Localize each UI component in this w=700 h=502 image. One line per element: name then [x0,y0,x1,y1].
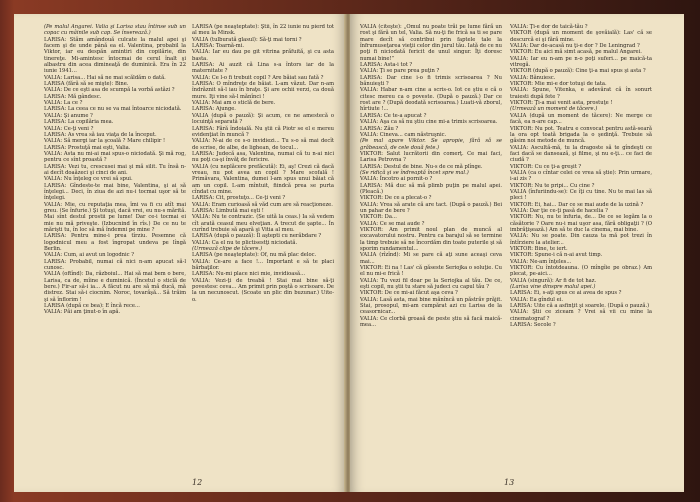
dialogue-line: LARISA: Limbută mai eşti ! [192,207,264,214]
dialogue-line: LARISA: La copilăria mea. [44,119,114,126]
dialogue-line: VALIA: Şi anume ? [44,112,93,119]
dialogue-line: VALIA (oftînd): Da, războiul... Hai să mai bem o bere, Larisa, ca de, mîine e duminică. (Încetul o sticlă de bere.) Fir-ar să-i ia... A făcut nu are să mă ducă, mă distrez. Stai să-i ciocnim. Noroc, tovarăşă... Să trăim şi să înflorim ! [44,271,186,303]
dialogue-line: LARISA (fără să se mişte): Bine. [44,81,129,88]
dialogue-line: VALIA: Ca el nu te plictisestţi niciodată. [192,239,298,246]
dialogue-line: VIKTOR (după un moment de şovăială): Las' că se descurcă ei şi fără mine. [510,30,652,43]
dialogue-line: LARISA (pe neaşteptate): Ştii, în 22 iunie nu pierd tot al meu la Minsk. [192,24,334,37]
dialogue-line: VALIA: Ţi se pare prea puţin ? [360,68,440,75]
dialogue-line: VALIA (singură): Ar fi de tot haz. [510,277,597,284]
dialogue-line: VIKTOR: Nu, nu te înfuria, de... De ce se legăm la o căsătorie ? Oare nu-i mai uşor asa, fără obligaţii ? (O imbrăţişează.) Am să te duc la cinema, mai bine. [510,214,652,233]
dialogue-line: VIKTOR: Am primit noul plan de muncă al excavatorului nostru. Pentru ca barajul să se termine la timp trebuie să ne încordăm din toate puterile şi să sporim randamentul... [360,227,502,253]
dialogue-line: VIKTOR: Nu pot. Teatru e convocat pentru astă-seară la ora opt toată brigada la o şedinţă. Trebuie să găsim noi metode de muncă. [510,125,652,145]
dialogue-line: VIKTOR: Nu te pripi... Cu cine ? [510,182,595,189]
dialogue-line: LARISA (pe neaşteptate): Of, nu mă plac deloc. [192,252,317,259]
dialogue-line: VALIA: Mie, cu reputaţia mea, îmi va fi cu atît mai greu. (Se înfurie.) Şi totuşi, dacă vrei, eu nu-s mărită. Mai sînt destul prostii pe lume! Dar ce-i tocmai ei mie nu mă priveşte. (Izbucnind în rîs.) De ce nu te mărişti tu, în loc să mă îndemni pe mine ? [44,201,186,233]
dialogue-line: VIKTOR: Salut lucrătorii din comerţ. Ce mai faci, Larisa Petrovna ? [360,150,502,164]
dialogue-line: LARISA: Prostuţă mai eşti, Valia. [44,144,131,151]
dialogue-line: VALIA: Bănuiesc. [510,74,556,81]
dialogue-line: VALIA: Larisa... Hai să ne mai scăldăm o dată. [44,74,166,81]
dialogue-line: VIKTOR: Eu aici mă simt acasă, pe malul Angarei. [510,49,642,56]
stage-direction: (Urmează clipe de tăcere.) [192,246,263,253]
page-number-left: 12 [192,478,203,487]
dialogue-line: LARISA: Ai auzit că Lina s-a întors iar de la maternitate ? [192,62,334,75]
dialogue-line: VIKTOR: Da... [360,214,397,221]
dialogue-line: VALIA: Dar de-acasă nu ţi-e dor ? De Leningrad ? [510,43,640,50]
dialogue-line: VALIA: Cineva... cam năstruşnic. [360,131,447,138]
dialogue-line: LARISA: O mîndreţe de băiat. L-am văzut. Dar n-am îndrăznit să-l iau în braţe. Şi are ochii verzi, ca două mure. Iţi vine să-l mănînci ! [192,81,334,100]
dialogue-line: LARISA: Stăm amândouă culcate la malul apei şi facem şi de unde până ea el. Valentina, probabil la Viktor, iar eu despăn amintiri din copilărie, din tinereţe. Mi-amintesc întocmai de cerul înalt şi albastru din acea dimineaţă de duminică. Era în 22 iunie 1941... [44,36,186,75]
dialogue-line: VIKTOR: Spune-i că n-ai avut timp. [510,252,603,259]
right-page-column-2 [510,24,652,329]
dialogue-line: VIKTOR: Ei, hai... Dar ce se mai aude de la uzină ? [510,201,644,208]
left-page [14,14,346,492]
dialogue-line: VALIA: Nu se poate. Din cauza ta mă pot trezi în întîrziere la atelier... [510,233,652,246]
dialogue-line: VALIA: Asta nu mi-ai mai spus-o niciodată. Şi mă rog, pentru ce sînt proastă ? [44,150,186,164]
dialogue-line: VALIA: Să mergi iar la şcoală ? Mare chilipir ! [44,138,166,145]
dialogue-line: VALIA: Ce se mai aude ? [360,220,425,227]
dialogue-line: VALIA: Iar eu n-am pe n-o poţi suferi... pe maică-ta vitregă. [510,55,652,69]
stage-direction: (Se ridică şi se îndreaptă încet spre mal.) [360,169,469,176]
dialogue-line: VIKTOR: Mie mi-e dor totuşi de tata. [510,81,607,88]
dialogue-line: LARISA: Dar cine i-o fi trimis scrisoarea ? Nu bănuieşti ? [360,74,502,88]
left-page-column-1 [44,24,186,316]
stage-direction: (Urmează un moment de tăcere.) [510,106,598,113]
dialogue-line: VALIA: Mai am o sticlă de bere. [192,100,276,107]
dialogue-line: LARISA: Cit, prostuţo... Ce-ţi veni ? [192,195,286,202]
dialogue-line: VALIA (după o pauză): Şi acum, ce ne amestecă o locuinţă separată ? [192,112,334,126]
dialogue-line: LARISA: Nu-mi place nici mie, invidioasă... [192,271,306,278]
dialogue-line: VIKTOR (după o pauză): Cine ţi-a mai spus şi asta ? [510,68,646,75]
dialogue-line: VALIA: Încotro ai pornit-o ? [360,176,433,183]
dialogue-line: LARISA: Vezi tu, crescusei mai şi mă silit. Tu însă n-ai decît doaăzeci şi cinci de ani. [44,163,186,176]
page-number-right: 13 [504,478,515,487]
right-page [350,14,684,492]
dialogue-line: LARISA: Ajunge. [192,106,236,113]
dialogue-line: LARISA: Gîndeste-te mai bine, Valentina, şi ai să înţelegi... Deci, în ziua de azi nu-i tocmai uşor să te înţelegi. [44,182,186,202]
dialogue-line: VIKTOR: Ei na ! Las' că găseste Seriojka o soluţie. Cu el nu mi-e frică ! [360,265,502,278]
dialogue-line: VALIA: Aşa ca să nu ştiu cine mi-a trimis scrisoarea. [360,119,498,126]
dialogue-line: VALIA: Ce l-o fi trebuit copil ? Are băiat sau fată ? [192,74,324,81]
dialogue-line: VALIA: Ne-am înţeles... [510,258,572,265]
dialogue-line: LARISA: Mă gândesc. [44,93,102,100]
dialogue-line: LARISA: Probabil, numai că nici n-am apucat să-l cunosc. [44,258,186,272]
dialogue-line: VALIA: Dar ţie ce-ţi pasă de hacelia ? [510,207,608,214]
dialogue-line: VIKTOR: De ce mi-ai făcut aşa ceva ? [360,290,458,297]
dialogue-line: LARISA: As vrea să iau viaţa de la început. [44,131,157,138]
dialogue-line: VALIA: Eram curioasă să văd cum are să reacţioneze. [192,201,333,208]
dialogue-line: VIKTOR: Ţi-a mai venit asta, prostuţe ! [510,100,613,107]
dialogue-line: VALIA (ca o cîntar celei ce vrea să ştie): Prin urmare, i-ai zis ? [510,169,652,183]
dialogue-line: VALIA: Ascultă-mă, tu la dragoste să te gîndeşti ce faci dacă se dansează, şi filme, şi nu e-ţi... ce faci de ciudă ? [510,144,652,164]
dialogue-line: VALIA: Vezi-ţi de treabă ! Stai mai bine să-ţi povestesc ceva... Am primit prin poştă o scrisoare. De la un necunoscut. (Scoate un plic din buzunar.) Uite-o. [192,277,334,303]
dialogue-line: VIKTOR: De ce a plecat-o ? [360,195,432,202]
dialogue-line: VALIA: Nu te contrazic. (Se uită la ceas.) Ia să vedem cît arată ceasul meu elveţian. A trecut de şapte... În curînd trebuie să apară şi Vitia al meu. [192,214,334,233]
stage-direction: (Pe mal apare Viktor. Se apropie, fără să se grăbească, de cele două fete.) [360,138,502,151]
dialogue-line: VIKTOR: Cu ce ţi-a greşit ? [510,163,582,170]
dialogue-line: VALIA: Nu înţeleg ce vrei să spui. [44,176,133,183]
dialogue-line: VALIA: Ţi-e dor de taică-tău ? [510,24,588,30]
dialogue-line: VALIA (înfuriindu-se): Ce îţi cu tine. Nu te mai las să pleci ! [510,188,652,202]
dialogue-line: VALIA: Tu vezi fil doar pe la Seriojka al tău. De ce, eşti copil, nu ştii tu stare să judeci cu capul tău ? [360,277,502,291]
right-page-column-1 [360,24,502,329]
dialogue-line: LARISA: Asta-i tot ? [360,62,413,69]
stage-direction: (Larisa vine dinspre malul apei.) [510,284,596,291]
dialogue-line: LARISA (după ce bea): E încă rece... [44,303,140,310]
dialogue-line: VALIA: N-ai de ce s-o invidiezi... Tu s-o să mai decît de scrise, de albe, de lighean, de tocul... [192,138,334,151]
dialogue-line: VALIA: Ştii ce ziceam ? Vrei să vii cu mine la cinematograf ? [510,309,652,322]
dialogue-line: VALIA: De ce eşti asa de scumpă la vorbă astăzi ? [44,87,175,94]
dialogue-line: VALIA (după un moment de tăcere): Ne merge ce facă, ea n-are cap... [510,112,652,126]
dialogue-line: VALIA (citeşte): „Omul nu poate trăi pe lume fără un rost şi fără un tel, Valia. Să nu-ţi fie frică sa ti se pare mare decît să contribui prin faptele tale la înfrumuseţarea vieţii celor din jurul tău. Iată de ce nu poţi fi niciodată fericit de unul singur. Îţi doresc numai bine!” [360,24,502,62]
dialogue-line: VALIA: Vrea să arate că are tact. (După o pauză.) Bei un pahar de bere ? [360,201,502,214]
dialogue-line: VALIA (rîzînd): Mi se pare că aţi sune aceaşi ceva mai... [360,252,502,265]
dialogue-line: VALIA: Spune, Vitenka, e adevărat că în sonurt traiesti după fete ? [510,87,652,100]
dialogue-line: LARISA: Ce te-a apucat ? [360,112,427,119]
dialogue-line: LARISA: Mă duc să mă plimb puţin pe malul apei. (Pleacă.) [360,182,502,195]
dialogue-line: VALIA: Ce clorbă groasă de peste ştiu să facă maică-mea... [360,315,502,329]
dialogue-line: LARISA: Uite că a asfinţit şi soarele. (După o pauză.) [510,303,650,310]
dialogue-line: LARISA: Ei, s-aţi spus ce ai avea de spus ? [510,290,622,297]
dialogue-line: VALIA: Ce-ţi veni ? [44,125,94,132]
dialogue-line: VALIA: Iar eu dau pe git vitrina prăfuită, şi cu asta basta. [192,49,334,62]
dialogue-line: VIKTOR: Bine, te iert. [510,246,568,253]
dialogue-line: VALIA: Lasă asta, mai bine mănîncă un păstrăv prăjit. Stai, prosopul, mi-am cumpărat azi cu Larisa de la ceasornicar... [360,296,502,316]
dialogue-line: VALIA (tulburată glasul): Să-ţi mai torni ? [192,36,302,43]
dialogue-line: VALIA: La ce ? [44,100,83,107]
dialogue-line: VALIA (cu neplăcere prefăcută): Ei, aş! Crezi că dacă vreau, nu pot avea un copil ? Mare scofală ! Primăvara, Valentina, dumei l-am spus unui băiat că am un copil. L-am mîntuit, fiindcă prea se purta cîndat cu mine. [192,163,334,195]
dialogue-line: VALIA: Ea gîndul ei. [510,296,563,303]
dialogue-line: LARISA: La ceea ce nu se va mai întoarce niciodată. [44,106,182,113]
dialogue-line: LARISA: Secole ? [510,322,556,329]
dialogue-line: VALIA: Cum, ai avut un logodnic ? [44,252,135,259]
dialogue-line: LARISA: Fără îndoială. Nu ştii că Piotr se el e mereu evidenţiat în muncă ? [192,125,334,138]
stage-direction: (Pe malul Angarei. Valia şi Larisa stau întinse sub un copac cu mâinile sub cap. Se înserează.) [44,24,186,37]
dialogue-line: LARISA: Judecă asa, Valentina, numai că tu n-ai nici nu poţi ca-şi învăţ de fericire. [192,150,334,164]
dialogue-line: VALIA: Ce-are a face !... Important e să te placi bărbaţilor. [192,258,334,272]
dialogue-line: VALIA: Habar n-am cine a scris-o. Iot ce ştiu e că o citesc mereu ca o poveste. (După o pauză.) Dar ce rost are ? (După deodată scrisoarea.) Luati-vă zborul, hîrtiute !... [360,87,502,113]
dialogue-line: LARISA: Destul de bine. Nu-s de ce mă plînge. [360,163,483,170]
dialogue-line: VALIA: Păi am ţinut-o în apă. [44,309,121,316]
dialogue-line: LARISA: Toarnă-mi. [192,43,245,50]
dialogue-line: LARISA: Pentru mine-i prea tîrziu. Pesemne că logodnicul meu a fost îngropat undeva pe lîngă Berlin. [44,233,186,253]
dialogue-line: LARISA (după o pauză): Îl aştepti cu nerăbdare ? [192,233,322,240]
dialogue-line: VIKTOR: Cu întotdeauna. (O mîngîie pe obraz.) Am plecat, pe-aici... [510,265,652,278]
left-page-column-2 [192,24,334,303]
dialogue-line: LARISA: Zău ? [360,125,399,132]
